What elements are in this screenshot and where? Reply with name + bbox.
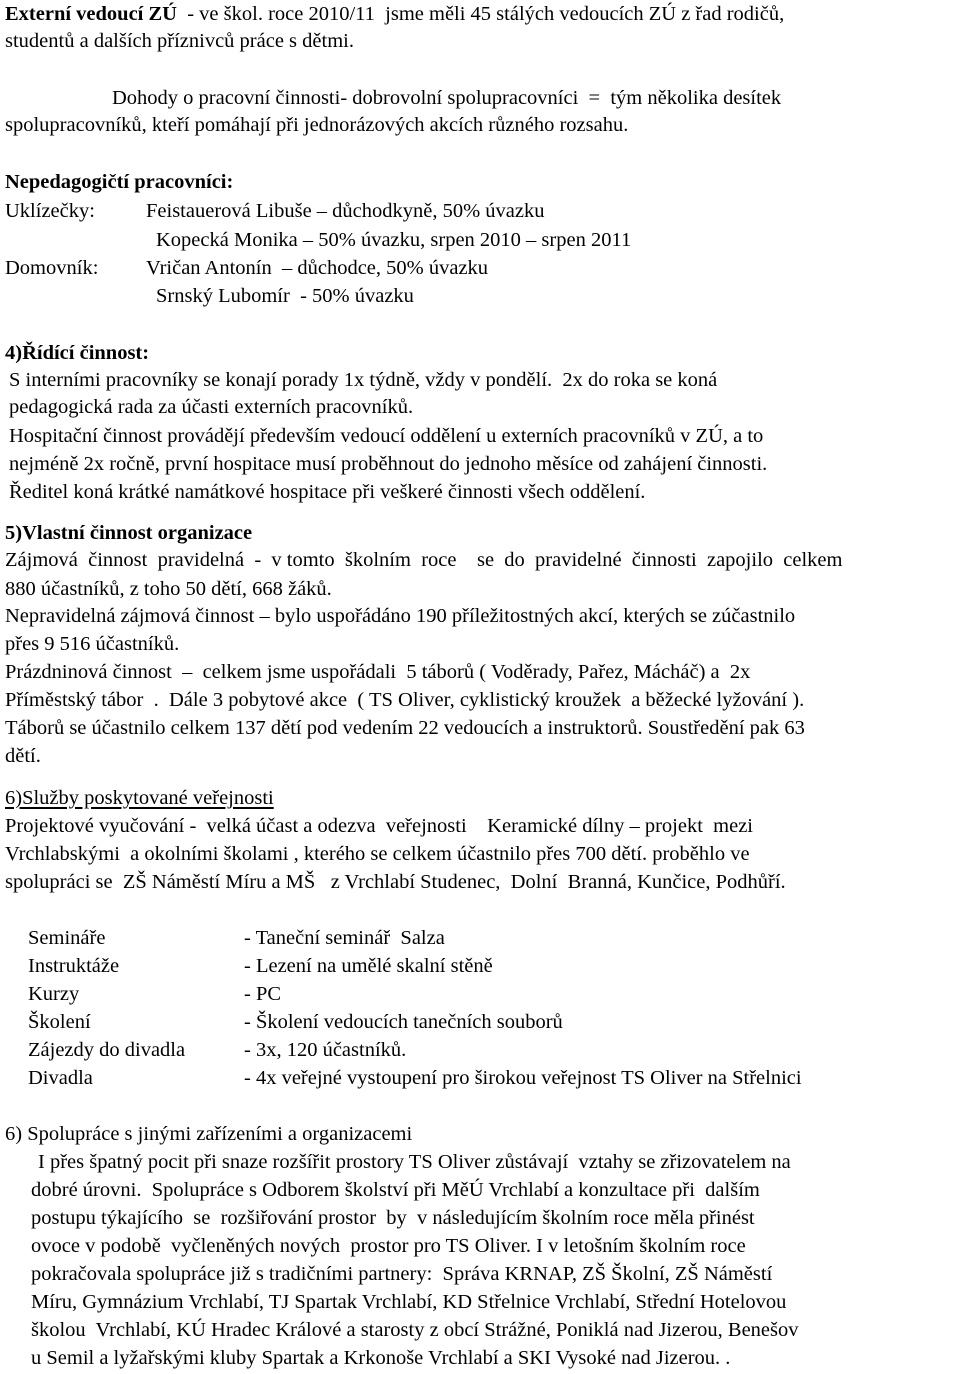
- nonped-heading: Nepedagogičtí pracovníci:: [5, 171, 234, 193]
- own-activity-line: 880 účastníků, z toho 50 dětí, 668 žáků.: [5, 578, 332, 600]
- own-activity-line: Příměstský tábor . Dále 3 pobytové akce ( TS Oliver, cyklistický kroužek a běžecké lyžování ).: [5, 689, 805, 711]
- services-table-label: Semináře: [28, 927, 106, 949]
- cooperation-line: Míru, Gymnázium Vrchlabí, TJ Spartak Vrchlabí, KD Střelnice Vrchlabí, Střední Hotelovou: [31, 1291, 787, 1313]
- intro-line-1-rest: - ve škol. roce 2010/11 jsme měli 45 stálých vedoucích ZÚ z řad rodičů,: [176, 3, 785, 25]
- cooperation-line: školou Vrchlabí, KÚ Hradec Králové a starosty z obcí Strážné, Poniklá nad Jizerou, Benešov: [31, 1319, 799, 1341]
- management-line: pedagogická rada za účasti externích pracovníků.: [9, 396, 414, 418]
- services-line: Vrchlabskými a okolními školami , kterého se celkem účastnilo přes 700 dětí. proběhlo ve: [5, 843, 750, 865]
- cleaners-label: Uklízečky:: [5, 200, 95, 222]
- services-heading: 6)Služby poskytované veřejnosti: [5, 787, 274, 809]
- janitor-label: Domovník:: [5, 257, 99, 279]
- cleaner-2: Kopecká Monika – 50% úvazku, srpen 2010 – srpen 2011: [156, 229, 632, 251]
- services-table-value: - Lezení na umělé skalní stěně: [244, 955, 493, 977]
- cooperation-heading: 6) Spolupráce s jinými zařízeními a organizacemi: [5, 1123, 413, 1145]
- own-activity-line: Táborů se účastnilo celkem 137 dětí pod vedením 22 vedoucích a instruktorů. Soustředění pak 63: [5, 717, 805, 739]
- intro-heading: Externí vedoucí ZÚ: [5, 3, 177, 25]
- cleaner-1: Feistauerová Libuše – důchodkyně, 50% úvazku: [146, 200, 545, 222]
- services-line: Projektové vyučování - velká účast a odezva veřejnosti Keramické dílny – projekt mezi: [5, 815, 753, 837]
- services-table-value: - Taneční seminář Salza: [244, 927, 445, 949]
- janitor-2: Srnský Lubomír - 50% úvazku: [156, 285, 414, 307]
- services-line: spolupráci se ZŠ Náměstí Míru a MŠ z Vrchlabí Studenec, Dolní Branná, Kunčice, Podhůří.: [5, 871, 786, 893]
- cooperation-line: postupu týkajícího se rozšiřování prostor by v následujícím školním roce měla přinést: [31, 1207, 755, 1229]
- own-activity-heading: 5)Vlastní činnost organizace: [5, 522, 253, 544]
- cooperation-line: ovoce v podobě vyčleněných nových prostor pro TS Oliver. I v letošním školním roce: [31, 1235, 746, 1257]
- intro-line-4: spolupracovníků, kteří pomáhají při jednorázových akcích různého rozsahu.: [5, 114, 629, 136]
- management-heading: 4)Řídící činnost:: [5, 342, 150, 364]
- management-line: Hospitační činnost provádějí především vedoucí oddělení u externích pracovníků v ZÚ, a to: [9, 425, 764, 447]
- services-table-label: Kurzy: [28, 983, 80, 1005]
- own-activity-line: Prázdninová činnost – celkem jsme uspořádali 5 táborů ( Voděrady, Pařez, Mácháč) a 2x: [5, 661, 751, 683]
- intro-line-3: Dohody o pracovní činnosti- dobrovolní spolupracovníci = tým několika desítek: [112, 87, 782, 109]
- services-table-label: Školení: [28, 1011, 91, 1033]
- own-activity-line: přes 9 516 účastníků.: [5, 633, 180, 655]
- own-activity-line: Zájmová činnost pravidelná - v tomto školním roce se do pravidelné činnosti zapojilo celkem: [5, 549, 843, 571]
- services-table-value: - 3x, 120 účastníků.: [244, 1039, 407, 1061]
- management-line: S interními pracovníky se konají porady 1x týdně, vždy v pondělí. 2x do roka se koná: [9, 369, 718, 391]
- cooperation-line: I přes špatný pocit při snaze rozšířit prostory TS Oliver zůstávají vztahy se zřizovatelem na: [38, 1151, 791, 1173]
- management-line: nejméně 2x ročně, první hospitace musí proběhnout do jednoho měsíce od zahájení činnosti.: [9, 453, 768, 475]
- cooperation-line: dobré úrovni. Spolupráce s Odborem školství při MěÚ Vrchlabí a konzultace při dalším: [31, 1179, 760, 1201]
- own-activity-line: Nepravidelná zájmová činnost – bylo uspořádáno 190 příležitostných akcí, kterých se zúčastnilo: [5, 605, 796, 627]
- services-table-value: - PC: [244, 983, 282, 1005]
- services-table-label: Instruktáže: [28, 955, 120, 977]
- intro-line-1: [5, 0, 784, 28]
- intro-line-2: studentů a dalších příznivců práce s dětmi.: [5, 30, 354, 52]
- services-table-value: - Školení vedoucích tanečních souborů: [244, 1011, 563, 1033]
- own-activity-line: dětí.: [5, 745, 41, 767]
- cooperation-line: pokračovala spolupráce již s tradičními partnery: Správa KRNAP, ZŠ Školní, ZŠ Náměstí: [31, 1263, 773, 1285]
- services-table-value: - 4x veřejné vystoupení pro širokou veřejnost TS Oliver na Střelnici: [244, 1067, 802, 1089]
- services-table-label: Zájezdy do divadla: [28, 1039, 186, 1061]
- cooperation-line: u Semil a lyžařskými kluby Spartak a Krkonoše Vrchlabí a SKI Vysoké nad Jizerou. .: [31, 1347, 731, 1369]
- services-table-label: Divadla: [28, 1067, 93, 1089]
- janitor-1: Vričan Antonín – důchodce, 50% úvazku: [146, 257, 489, 279]
- management-line: Ředitel koná krátké namátkové hospitace při veškeré činnosti všech oddělení.: [9, 481, 646, 503]
